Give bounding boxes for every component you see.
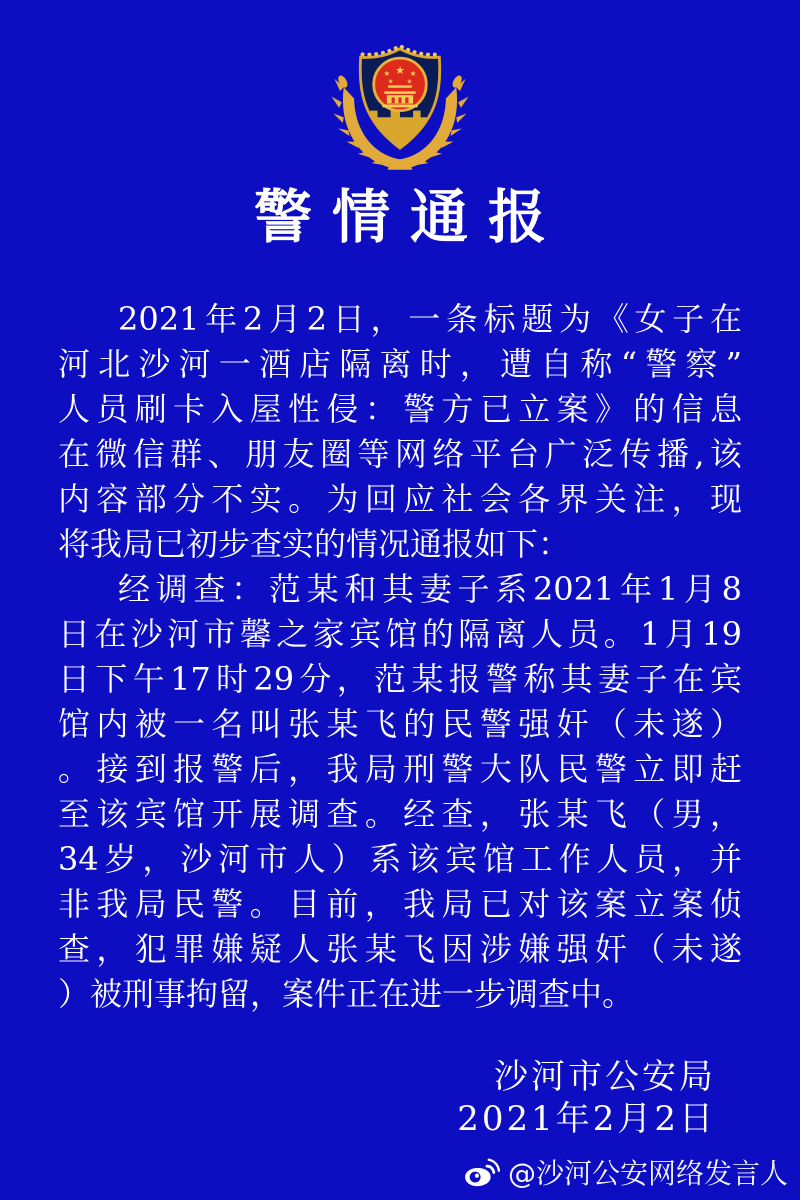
body-line: 2021年2月2日，一条标题为《女子在 — [118, 300, 742, 338]
body-line: 日在沙河市馨之家宾馆的隔离人员。1月19 — [58, 615, 742, 653]
body-line: 日下午17时29分，范某报警称其妻子在宾 — [58, 660, 742, 698]
svg-text:★: ★ — [387, 77, 394, 86]
body-line: 人员刷卡入屋性侵：警方已立案》的信息 — [58, 390, 742, 428]
svg-text:★: ★ — [406, 77, 413, 86]
notice-title: 警情通报 — [253, 183, 566, 251]
body-line: 。接到报警后，我局刑警大队民警立即赶 — [58, 750, 742, 788]
body-line: 内容部分不实。为回应社会各界关注，现 — [58, 480, 742, 518]
signature-date: 2021年2月2日 — [457, 1099, 716, 1139]
body-line: 至该宾馆开展调查。经查，张某飞（男， — [58, 795, 742, 833]
watermark — [463, 1154, 788, 1190]
body-line: 34岁，沙河市人）系该宾馆工作人员，并 — [58, 840, 742, 878]
notice-body — [58, 297, 742, 1017]
signature-agency: 沙河市公安局 — [494, 1057, 716, 1097]
body-line: 馆内被一名叫张某飞的民警强奸（未遂） — [58, 705, 742, 743]
body-line: 查，犯罪嫌疑人张某飞因涉嫌强奸（未遂 — [58, 930, 742, 968]
signature-block — [457, 1056, 716, 1140]
body-line: 非我局民警。目前，我局已对该案立案侦 — [58, 885, 742, 923]
weibo-icon — [463, 1157, 500, 1188]
svg-text:★: ★ — [383, 68, 391, 78]
body-line: 经调查：范某和其妻子系2021年1月8 — [118, 570, 742, 608]
svg-text:★: ★ — [394, 64, 406, 78]
watermark-text: @沙河公安网络发言人 — [507, 1157, 788, 1190]
svg-text:★: ★ — [409, 68, 417, 78]
body-line: 在微信群、朋友圈等网络平台广泛传播,该 — [58, 435, 742, 473]
police-badge-icon — [325, 34, 475, 176]
body-line: 河北沙河一酒店隔离时，遭自称“警察” — [58, 345, 742, 383]
body-line: ）被刑事拘留，案件正在进一步调查中。 — [58, 975, 635, 1013]
body-line: 将我局已初步查实的情况通报如下： — [58, 525, 571, 563]
